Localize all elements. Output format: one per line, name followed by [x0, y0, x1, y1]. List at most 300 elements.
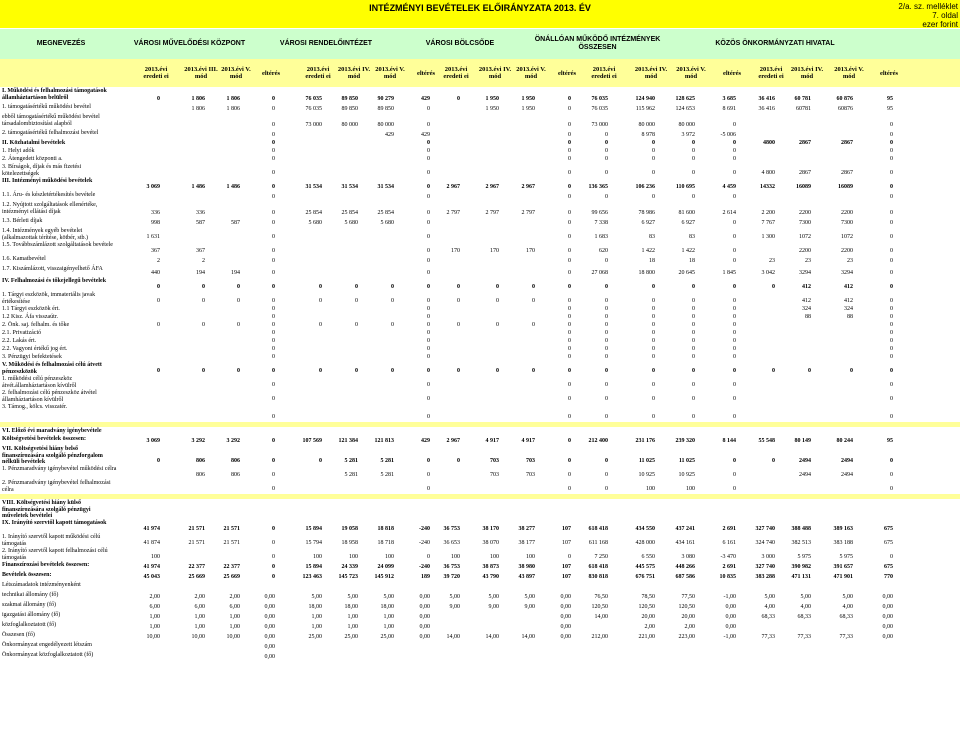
- table-cell: 1 486: [191, 184, 205, 190]
- table-cell: 0: [890, 170, 893, 176]
- table-cell: 0: [692, 170, 695, 176]
- table-cell: 0: [319, 298, 322, 304]
- table-cell: 36 653: [443, 540, 460, 546]
- table-cell: 0: [652, 322, 655, 328]
- table-cell: 0: [457, 96, 460, 102]
- table-cell: 194: [231, 270, 240, 276]
- table-cell: 0,00: [560, 614, 571, 620]
- table-cell: 89 850: [377, 106, 394, 112]
- column-header-5: 2013.évi IV. mód: [337, 66, 371, 80]
- table-cell: 22 377: [188, 564, 205, 570]
- table-cell: 0: [427, 148, 430, 154]
- table-cell: 231 176: [635, 438, 655, 444]
- table-cell: 0: [272, 338, 275, 344]
- table-cell: 0: [890, 338, 893, 344]
- table-cell: 1 683: [594, 234, 608, 240]
- table-cell: 221,00: [638, 634, 655, 640]
- page-number: 7. oldal: [932, 11, 958, 20]
- row-label: VII. Költségvetési hiány belső finanszírozására szolgáló pénzforgalom nélküli bevételek: [2, 446, 103, 466]
- table-cell: 77,33: [797, 634, 811, 640]
- table-cell: 703: [526, 472, 535, 478]
- table-cell: 2200: [799, 210, 811, 216]
- table-cell: 0: [692, 284, 695, 290]
- table-cell: 2: [202, 258, 205, 264]
- table-cell: 0: [692, 140, 695, 146]
- table-row: [0, 104, 960, 114]
- table-cell: 100: [151, 554, 160, 560]
- table-cell: 0: [272, 438, 275, 444]
- row-label: 1.3. Bérleti díjak: [2, 218, 43, 224]
- row-label: szakmai állomány (fő): [2, 602, 56, 608]
- table-cell: 0: [568, 322, 571, 328]
- table-row: [0, 322, 960, 330]
- table-row: [0, 148, 960, 156]
- table-cell: 0: [652, 314, 655, 320]
- table-cell: 77,33: [761, 634, 775, 640]
- row-label: 1. Irányító szervtől kapott működési célú támogatás: [2, 534, 101, 547]
- table-row: [0, 602, 960, 612]
- table-cell: 0: [202, 298, 205, 304]
- table-cell: 0: [652, 298, 655, 304]
- table-cell: 31 534: [305, 184, 322, 190]
- table-cell: 0: [272, 122, 275, 128]
- table-cell: 83: [649, 234, 655, 240]
- table-cell: 18,00: [344, 604, 358, 610]
- table-cell: 60781: [796, 106, 811, 112]
- table-cell: 0: [605, 284, 608, 290]
- table-cell: 5,00: [800, 594, 811, 600]
- table-cell: 212,00: [591, 634, 608, 640]
- table-cell: 0: [272, 526, 275, 532]
- table-cell: 7300: [841, 220, 853, 226]
- table-cell: 14,00: [446, 634, 460, 640]
- table-cell: 0: [272, 414, 275, 420]
- table-cell: 0,00: [725, 614, 736, 620]
- table-cell: 2494: [841, 472, 853, 478]
- table-cell: 0: [272, 258, 275, 264]
- table-row: [0, 390, 960, 404]
- table-cell: 0,00: [560, 604, 571, 610]
- table-cell: -1,00: [723, 634, 736, 640]
- table-cell: 0: [568, 368, 571, 374]
- table-cell: 1,00: [347, 624, 358, 630]
- table-cell: 471 131: [791, 574, 811, 580]
- table-cell: 3294: [799, 270, 811, 276]
- table-cell: 8 691: [722, 106, 736, 112]
- table-cell: 83: [689, 234, 695, 240]
- table-cell: 0: [272, 564, 275, 570]
- table-cell: 19 058: [341, 526, 358, 532]
- table-cell: 2 691: [722, 564, 736, 570]
- table-cell: 1 631: [146, 234, 160, 240]
- table-cell: 41 974: [143, 564, 160, 570]
- table-cell: 0: [427, 284, 430, 290]
- table-cell: 0: [427, 298, 430, 304]
- table-cell: 22 377: [223, 564, 240, 570]
- table-cell: 0: [568, 438, 571, 444]
- table-cell: 36 416: [758, 96, 775, 102]
- table-cell: 0,00: [882, 594, 893, 600]
- table-cell: 0: [272, 396, 275, 402]
- column-header-0: 2013.évi eredeti ei: [143, 66, 169, 80]
- table-cell: 0: [272, 382, 275, 388]
- table-cell: 0: [890, 330, 893, 336]
- table-cell: 0: [605, 346, 608, 352]
- table-cell: 675: [884, 564, 893, 570]
- table-cell: 1,00: [194, 614, 205, 620]
- table-cell: 5,00: [842, 594, 853, 600]
- table-cell: 3 042: [761, 270, 775, 276]
- table-cell: 0: [652, 148, 655, 154]
- table-cell: 0: [605, 194, 608, 200]
- row-label: 2. Pénzmaradvány igénybevétel felhalmozási célra: [2, 480, 111, 493]
- table-cell: 383 288: [755, 574, 775, 580]
- table-cell: 0: [457, 322, 460, 328]
- table-cell: 806: [231, 472, 240, 478]
- table-cell: 100: [646, 486, 655, 492]
- table-row: [0, 436, 960, 446]
- table-cell: 0: [427, 258, 430, 264]
- table-cell: 23: [769, 258, 775, 264]
- table-cell: 0: [427, 140, 430, 146]
- table-cell: 0: [272, 170, 275, 176]
- annex-number: 2/a. sz. melléklet: [898, 2, 958, 11]
- table-cell: 3 069: [146, 438, 160, 444]
- table-cell: 80 149: [794, 438, 811, 444]
- column-header-13: 2013.évi IV. mód: [634, 66, 668, 80]
- table-cell: 8 978: [641, 132, 655, 138]
- column-header-6: 2013.évi V. mód: [375, 66, 405, 80]
- table-cell: 128 625: [675, 96, 695, 102]
- table-row: [0, 548, 960, 562]
- table-cell: 703: [490, 458, 499, 464]
- table-cell: 0,00: [264, 634, 275, 640]
- table-cell: 2 797: [521, 210, 535, 216]
- table-cell: 25,00: [344, 634, 358, 640]
- table-cell: 95: [887, 106, 893, 112]
- table-cell: 0: [733, 170, 736, 176]
- table-cell: 0: [568, 338, 571, 344]
- table-cell: 0: [605, 414, 608, 420]
- row-label: 1.5. Továbbszámlázott szolgáltatások bevétele: [2, 242, 113, 248]
- table-cell: 121 384: [338, 438, 358, 444]
- table-cell: 383 188: [833, 540, 853, 546]
- row-label: ebből támogatásértékű működési bevétel társadalombiztosítási alapból: [2, 114, 100, 127]
- table-cell: 0: [427, 248, 430, 254]
- table-row: [0, 346, 960, 354]
- row-label: technikai állomány (fő): [2, 592, 59, 598]
- table-cell: 80 244: [836, 438, 853, 444]
- table-cell: 412: [844, 284, 853, 290]
- table-cell: 0: [272, 322, 275, 328]
- table-cell: 0: [568, 472, 571, 478]
- table-cell: 0: [272, 298, 275, 304]
- table-cell: 107 569: [302, 438, 322, 444]
- table-cell: 0: [568, 248, 571, 254]
- table-cell: 0: [733, 314, 736, 320]
- table-cell: 10,00: [226, 634, 240, 640]
- table-row: [0, 242, 960, 256]
- table-cell: 0: [733, 346, 736, 352]
- table-cell: 0: [652, 170, 655, 176]
- table-cell: 0: [890, 194, 893, 200]
- table-cell: 0: [568, 486, 571, 492]
- table-cell: 60876: [838, 106, 853, 112]
- table-cell: 6,00: [194, 604, 205, 610]
- table-cell: 68,33: [839, 614, 853, 620]
- table-row: [0, 480, 960, 494]
- row-label: közfoglalkoztatott (fő): [2, 622, 57, 628]
- table-cell: 5 975: [797, 554, 811, 560]
- table-cell: 2,00: [229, 594, 240, 600]
- table-cell: 0: [391, 322, 394, 328]
- table-cell: 389 163: [833, 526, 853, 532]
- column-header-15: eltérés: [722, 69, 742, 77]
- table-cell: 123 463: [302, 574, 322, 580]
- table-cell: 18 958: [341, 540, 358, 546]
- table-cell: 21 571: [188, 526, 205, 532]
- table-cell: 0: [733, 194, 736, 200]
- table-cell: 324: [844, 306, 853, 312]
- section-separator: [0, 422, 960, 427]
- column-group-5: KÖZÖS ÖNKORMÁNYZATI HIVATAL: [715, 40, 835, 47]
- table-cell: 429: [421, 96, 430, 102]
- table-cell: 0: [237, 322, 240, 328]
- table-cell: 14,00: [485, 634, 499, 640]
- table-cell: 107: [562, 540, 571, 546]
- table-row: [0, 256, 960, 266]
- table-cell: 0: [890, 396, 893, 402]
- row-label: 1. Pénzmaradvány igénybevétel működési célra: [2, 466, 117, 472]
- table-cell: 6 550: [641, 554, 655, 560]
- table-cell: 0: [605, 314, 608, 320]
- table-cell: 437 241: [675, 526, 695, 532]
- row-label: 1. Helyi adók: [2, 148, 35, 154]
- table-cell: 0: [237, 368, 240, 374]
- column-header-12: 2013.évi eredeti ei: [591, 66, 617, 80]
- column-header-7: eltérés: [416, 69, 436, 77]
- table-cell: 390 982: [791, 564, 811, 570]
- table-cell: 0: [568, 122, 571, 128]
- table-cell: 0: [605, 382, 608, 388]
- table-cell: 18,00: [380, 604, 394, 610]
- table-row: [0, 632, 960, 642]
- table-cell: 336: [196, 210, 205, 216]
- table-cell: 0: [733, 486, 736, 492]
- table-cell: 324 740: [755, 540, 775, 546]
- table-cell: 2 797: [446, 210, 460, 216]
- table-cell: 1,00: [383, 614, 394, 620]
- table-cell: 806: [196, 458, 205, 464]
- table-cell: 3 972: [681, 132, 695, 138]
- table-cell: 0: [733, 156, 736, 162]
- table-cell: 0: [568, 156, 571, 162]
- table-cell: 0: [568, 96, 571, 102]
- table-cell: 0: [496, 284, 499, 290]
- table-cell: 0: [568, 234, 571, 240]
- table-cell: 0: [568, 330, 571, 336]
- table-cell: 124 653: [675, 106, 695, 112]
- table-cell: 2,00: [149, 594, 160, 600]
- table-cell: 3294: [841, 270, 853, 276]
- currency-unit: ezer forint: [922, 20, 958, 29]
- table-row: [0, 652, 960, 662]
- table-cell: 1 422: [641, 248, 655, 254]
- table-cell: 0: [652, 156, 655, 162]
- table-cell: 0: [427, 354, 430, 360]
- table-cell: 14332: [760, 184, 775, 190]
- table-cell: 0: [568, 458, 571, 464]
- table-row: [0, 428, 960, 436]
- table-cell: 0: [772, 458, 775, 464]
- column-group-2: VÁROSI RENDELŐINTÉZET: [279, 40, 373, 47]
- table-cell: 15 894: [305, 526, 322, 532]
- table-cell: 0,00: [419, 624, 430, 630]
- table-cell: 4 459: [722, 184, 736, 190]
- table-row: [0, 404, 960, 422]
- table-cell: 675: [884, 526, 893, 532]
- table-cell: 0: [157, 298, 160, 304]
- table-cell: 18 718: [377, 540, 394, 546]
- table-cell: 0: [772, 284, 775, 290]
- table-row: [0, 192, 960, 202]
- table-cell: 0,00: [419, 634, 430, 640]
- table-cell: 0: [427, 486, 430, 492]
- table-cell: 0: [427, 346, 430, 352]
- table-cell: 0: [157, 284, 160, 290]
- row-label: 1.1 Tárgyi eszközök ért.: [2, 306, 60, 312]
- table-cell: 23: [847, 258, 853, 264]
- table-cell: 73 000: [591, 122, 608, 128]
- table-cell: 0: [532, 298, 535, 304]
- table-cell: 0: [355, 284, 358, 290]
- table-cell: 0: [733, 414, 736, 420]
- row-label: I. Működési és felhalmozási támogatások államháztartáson belülről: [2, 88, 107, 101]
- row-label: 1.2. Nyújtott szolgáltatások ellenértéke, intézményi ellátási díjak: [2, 202, 98, 215]
- table-cell: 170: [451, 248, 460, 254]
- table-cell: 429: [421, 438, 430, 444]
- table-cell: 100: [313, 554, 322, 560]
- table-cell: 18 800: [638, 270, 655, 276]
- table-cell: 0: [890, 458, 893, 464]
- table-cell: 6,00: [229, 604, 240, 610]
- table-cell: 81 600: [678, 210, 695, 216]
- table-row: [0, 114, 960, 130]
- table-cell: 412: [802, 298, 811, 304]
- table-cell: 0: [496, 298, 499, 304]
- table-cell: 448 266: [675, 564, 695, 570]
- row-label: 1.1. Áru- és készletértékesítés bevétele: [2, 192, 96, 198]
- row-label: IV. Felhalmozási és tőkejellegű bevételek: [2, 278, 107, 284]
- table-cell: 0: [890, 306, 893, 312]
- table-cell: 0: [605, 472, 608, 478]
- table-cell: 36 753: [443, 564, 460, 570]
- table-cell: 0: [272, 96, 275, 102]
- table-cell: 0,00: [882, 634, 893, 640]
- table-cell: 0: [568, 106, 571, 112]
- column-header-10: 2013.évi V. mód: [516, 66, 546, 80]
- row-label: 2. Önk. saj. felhalm. és tőke: [2, 322, 70, 328]
- table-cell: 0: [652, 414, 655, 420]
- table-cell: 998: [151, 220, 160, 226]
- table-cell: 25,00: [380, 634, 394, 640]
- table-cell: 239 320: [675, 438, 695, 444]
- table-cell: 0: [272, 220, 275, 226]
- table-cell: 0: [427, 170, 430, 176]
- table-cell: 0: [733, 258, 736, 264]
- table-row: [0, 642, 960, 652]
- table-cell: 0: [890, 184, 893, 190]
- table-cell: 43 790: [482, 574, 499, 580]
- table-cell: 0: [692, 414, 695, 420]
- table-cell: 0: [272, 234, 275, 240]
- table-cell: 21 571: [188, 540, 205, 546]
- table-cell: 587: [231, 220, 240, 226]
- table-cell: 25 854: [305, 210, 322, 216]
- table-cell: 0,00: [882, 614, 893, 620]
- table-cell: -240: [419, 564, 430, 570]
- table-cell: 0: [427, 184, 430, 190]
- table-cell: 0,00: [560, 594, 571, 600]
- table-cell: 7 250: [594, 554, 608, 560]
- table-cell: 100: [526, 554, 535, 560]
- table-cell: 445 575: [635, 564, 655, 570]
- table-cell: 0: [568, 220, 571, 226]
- table-row: [0, 156, 960, 164]
- table-cell: 0: [272, 106, 275, 112]
- table-cell: 0: [890, 220, 893, 226]
- table-cell: 18,00: [308, 604, 322, 610]
- table-cell: 1,00: [149, 614, 160, 620]
- table-cell: 20,00: [681, 614, 695, 620]
- row-label: Önkormányzat engedélyezett létszám: [2, 642, 92, 648]
- table-cell: 0: [692, 330, 695, 336]
- table-cell: 0: [605, 322, 608, 328]
- table-cell: 0: [568, 554, 571, 560]
- table-cell: 0: [890, 270, 893, 276]
- table-cell: 39 720: [443, 574, 460, 580]
- table-cell: 0: [157, 96, 160, 102]
- table-cell: 0,00: [264, 614, 275, 620]
- table-cell: 0: [733, 248, 736, 254]
- table-row: [0, 140, 960, 148]
- table-cell: 0: [427, 338, 430, 344]
- table-cell: 0,00: [264, 604, 275, 610]
- table-cell: 99 656: [591, 210, 608, 216]
- page-title: INTÉZMÉNYI BEVÉTELEK ELŐIRÁNYZATA 2013. ÉV: [369, 3, 591, 13]
- table-cell: 0: [652, 140, 655, 146]
- table-cell: 434 161: [675, 540, 695, 546]
- table-cell: 31 534: [341, 184, 358, 190]
- table-cell: 0: [890, 210, 893, 216]
- table-row: [0, 330, 960, 338]
- table-cell: 107: [562, 526, 571, 532]
- table-cell: 0: [427, 368, 430, 374]
- row-label: 1.7. Kiszámlázott, visszaigényelhető ÁFA: [2, 266, 103, 272]
- table-cell: 0: [605, 140, 608, 146]
- table-cell: 587: [196, 220, 205, 226]
- table-cell: 4,00: [764, 604, 775, 610]
- table-cell: 2 967: [446, 184, 460, 190]
- table-cell: 806: [196, 472, 205, 478]
- table-cell: 0: [319, 284, 322, 290]
- table-cell: 0: [733, 472, 736, 478]
- table-cell: 0: [568, 346, 571, 352]
- table-cell: 2867: [841, 170, 853, 176]
- table-cell: 0: [427, 554, 430, 560]
- table-cell: 60 876: [836, 96, 853, 102]
- table-cell: 10 925: [678, 472, 695, 478]
